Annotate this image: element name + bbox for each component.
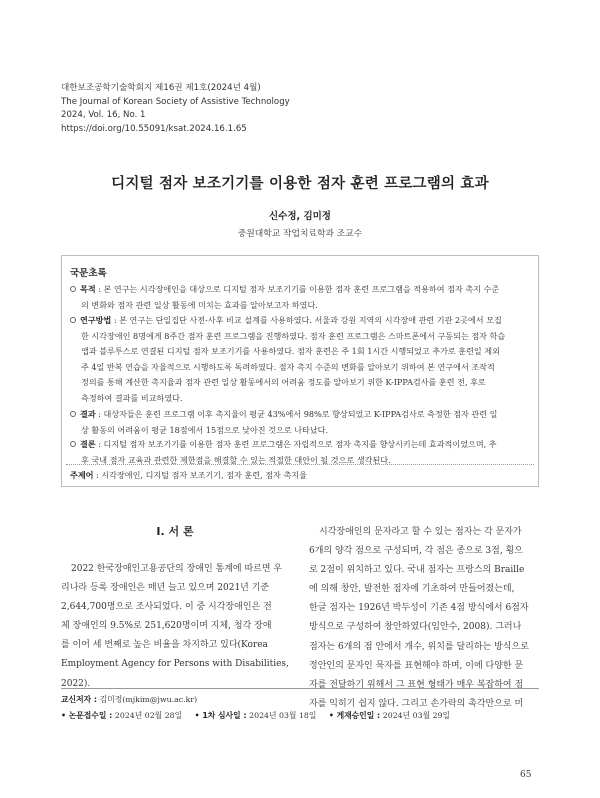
abstract-text: 주 4일 반복 연습을 자율적으로 시행하도록 독려하였다. 점자 촉지 수준의 변화를 알아보기 위하여 본 연구에서 조작적	[81, 361, 495, 372]
body-line: Employment Agency for Persons with Disabilities,	[61, 659, 289, 670]
abstract-divider	[66, 464, 534, 465]
received-date: 2024년 02월 28일	[114, 711, 183, 720]
body-line: 체 장애인의 9.5%로 251,620명이며 지체, 청각 장애	[61, 621, 272, 632]
abstract-text: 의 변화와 점자 관련 일상 활동에 미치는 효과를 알아보고자 하였다.	[81, 299, 318, 310]
journal-name-english: The Journal of Korean Society of Assistive Technology	[61, 96, 290, 107]
page-number: 65	[520, 770, 532, 780]
submission-dates	[61, 710, 450, 721]
author-names: 신수정, 김미정	[269, 211, 331, 222]
abstract-label: 결론	[80, 439, 96, 449]
journal-name-korean: 대한보조공학기술학회지 제16권 제1호(2024년 4월)	[61, 83, 261, 93]
abstract-heading: 국문초록	[70, 268, 107, 279]
body-line: 자를 전달하기 위해서 그 표현 형태가 매우 복잡하여 점	[309, 679, 524, 690]
footnote-rule	[61, 688, 539, 689]
body-line: 로 2점이 위치하고 있다. 국내 점자는 프랑스의 Braille	[309, 565, 525, 576]
abstract-text: 측정하여 결과를 비교하였다.	[81, 392, 183, 403]
body-line: 시각장애인의 문자라고 할 수 있는 점자는 각 문자가	[319, 527, 522, 537]
bullet-circle-icon	[70, 411, 76, 417]
body-line: 2022).	[61, 678, 91, 689]
keywords-label: 주제어	[70, 470, 94, 480]
abstract-results	[70, 407, 532, 438]
abstract-text: : 디지털 점자 보조기기를 이용한 점자 훈련 프로그램은 자립적으로 점자 촉지를 향상시키는데 효과적이었으며, 추	[95, 439, 497, 449]
doi-link[interactable]: https://doi.org/10.55091/ksat.2024.16.1.65	[61, 123, 247, 134]
abstract-text: 한 시각장애인 8명에게 8주간 점자 훈련 프로그램을 진행하였다. 점자 훈련 프로그램은 스마트폰에서 구동되는 점자 학습	[81, 330, 506, 341]
author-email[interactable]: 김미정(mjkim@jwu.ac.kr)	[99, 695, 198, 704]
bullet-circle-icon	[70, 286, 76, 292]
paper-title: 디지털 점자 보조기기를 이용한 점자 훈련 프로그램의 효과	[111, 176, 489, 192]
abstract-text: 앱과 블루투스로 연결된 디지털 점자 보조기기를 사용하였다. 점자 훈련은 주 1회 1시간 시행되었고 추가로 훈련일 제외	[81, 346, 500, 357]
abstract-label: 목적	[80, 284, 96, 294]
footnote-label: • 게재승인일 :	[328, 711, 383, 720]
body-line: 한글 점자는 1926년 박두성이 기존 4점 방식에서 6점자	[309, 603, 529, 614]
body-line: 리나라 등록 장애인은 매년 늘고 있으며 2021년 기준	[61, 583, 270, 594]
bullet-circle-icon	[70, 317, 76, 323]
abstract-text: 후 국내 점자 교육과 관련한 제한점을 해결할 수 있는 적절한 대안이 될 것으로 생각된다.	[81, 454, 391, 465]
footnote-label: 교신저자 :	[61, 695, 100, 704]
author-affiliation: 중원대학교 작업치료학과 조교수	[237, 229, 363, 239]
body-line: 를 이어 세 번째로 높은 비율을 차지하고 있다(Korea	[61, 640, 268, 651]
abstract-text: 정의를 통해 계산한 촉지율과 점자 관련 일상 활동에서의 어려움 정도를 알아보기 위한 K-IPPA검사를 훈련 전, 후로	[81, 377, 486, 388]
footnote-label: • 논문접수일 :	[61, 711, 115, 720]
abstract-text: : 본 연구는 단일집단 사전-사후 비교 설계를 사용하였다. 서울과 강원 지역의 시각장애 관련 기관 2곳에서 모집	[111, 315, 502, 325]
journal-volume: 2024, Vol. 16, No. 1	[61, 110, 146, 121]
section-heading-introduction: I. 서 론	[156, 525, 194, 538]
abstract-text: : 본 연구는 시각장애인을 대상으로 디지털 점자 보조기기를 이용한 점자 훈련 프로그램을 적용하여 점자 촉지 수준	[95, 284, 500, 294]
abstract-text: : 대상자들은 훈련 프로그램 이후 촉지율이 평균 43%에서 98%로 향상되었고 K-IPPA검사로 측정한 점자 관련 일	[95, 409, 498, 419]
revised-date: 2024년 03월 18일	[249, 711, 317, 720]
accepted-date: 2024년 03월 29일	[382, 711, 451, 720]
abstract-label: 연구방법	[80, 315, 112, 325]
body-line: 점자는 6개의 점 안에서 개수, 위치를 달리하는 방식으로	[309, 641, 529, 652]
body-column-right	[309, 523, 541, 714]
abstract-purpose	[70, 282, 532, 313]
abstract-label: 결과	[80, 409, 96, 419]
keywords-text: : 시각장애인, 디지털 점자 보조기기, 점자 훈련, 점자 촉지율	[93, 470, 307, 480]
keywords	[70, 470, 307, 481]
body-line: 정안인의 문자인 묵자를 표현해야 하며, 이에 다양한 문	[309, 660, 524, 671]
body-line: 방식으로 구성하여 창안하였다(임안수, 2008). 그러나	[309, 622, 522, 633]
body-column-left	[61, 560, 293, 694]
abstract-text: 상 활동의 어려움이 평균 18점에서 15점으로 낮아진 것으로 나타났다.	[81, 424, 329, 435]
bullet-circle-icon	[70, 441, 76, 447]
corresponding-author	[61, 694, 197, 705]
body-line: 자를 익히기 쉽지 않다. 그리고 손가락의 촉각만으로 미	[309, 698, 524, 709]
body-line: 2022 한국장애인고용공단의 장애인 통계에 따르면 우	[71, 564, 283, 574]
journal-info	[61, 82, 381, 136]
abstract-method	[70, 313, 532, 407]
body-line: 에 의해 창안, 발전한 점자에 기초하여 만들어졌는데,	[309, 584, 515, 595]
body-line: 2,644,700명으로 조사되었다. 이 중 시각장애인은 전	[61, 602, 272, 613]
footnote-label: • 1차 심사일 :	[194, 711, 250, 720]
body-line: 6개의 양각 점으로 구성되며, 각 점은 종으로 3점, 횡으	[309, 546, 523, 557]
